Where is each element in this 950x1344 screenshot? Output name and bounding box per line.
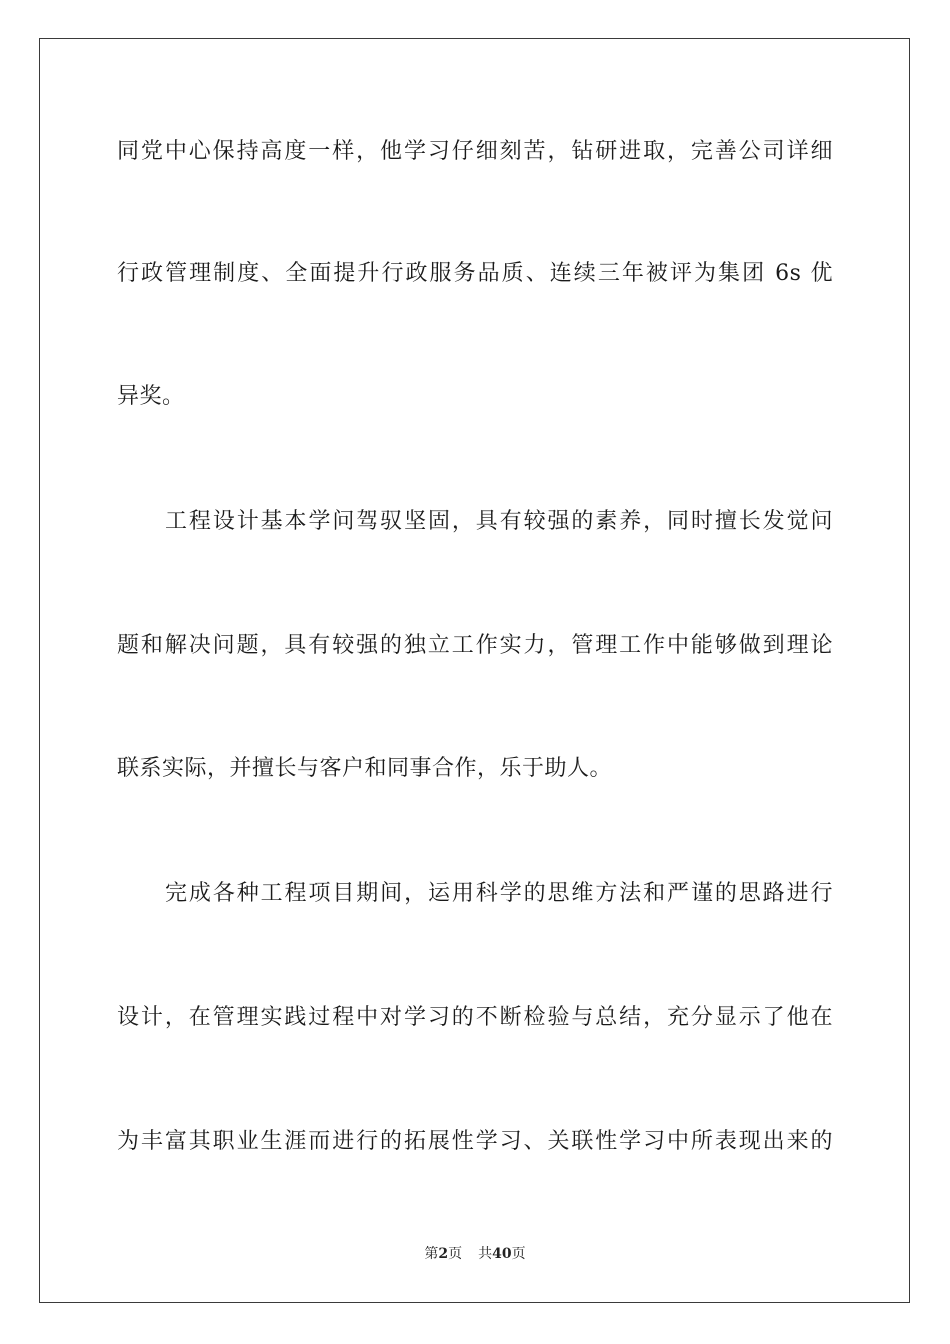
footer-page-suffix: 页 [448,1246,463,1262]
page-border [39,38,910,1303]
footer-total-prefix: 共 [478,1246,493,1262]
paragraph-line-3: 异奖。 [117,384,185,409]
paragraph-line-6: 联系实际，并擅长与客户和同事合作，乐于助人。 [117,756,613,781]
footer-page-prefix: 第 [424,1246,439,1262]
paragraph-line-9: 为丰富其职业生涯而进行的拓展性学习、关联性学习中所表现出来的 [117,1129,833,1154]
footer-total-suffix: 页 [511,1246,526,1262]
footer-page-current: 2 [438,1246,449,1262]
paragraph-line-5: 题和解决问题，具有较强的独立工作实力，管理工作中能够做到理论 [117,633,833,658]
paragraph-line-7: 完成各种工程项目期间，运用科学的思维方法和严谨的思路进行 [165,881,833,906]
paragraph-line-1: 同党中心保持高度一样，他学习仔细刻苦，钻研进取，完善公司详细 [117,139,833,164]
paragraph-line-4: 工程设计基本学问驾驭坚固，具有较强的素养，同时擅长发觉问 [165,509,833,534]
page-footer [0,1244,950,1264]
paragraph-line-8: 设计，在管理实践过程中对学习的不断检验与总结，充分显示了他在 [117,1005,833,1030]
footer-page-total: 40 [492,1246,512,1262]
paragraph-line-2: 行政管理制度、全面提升行政服务品质、连续三年被评为集团 6s 优 [117,261,833,286]
